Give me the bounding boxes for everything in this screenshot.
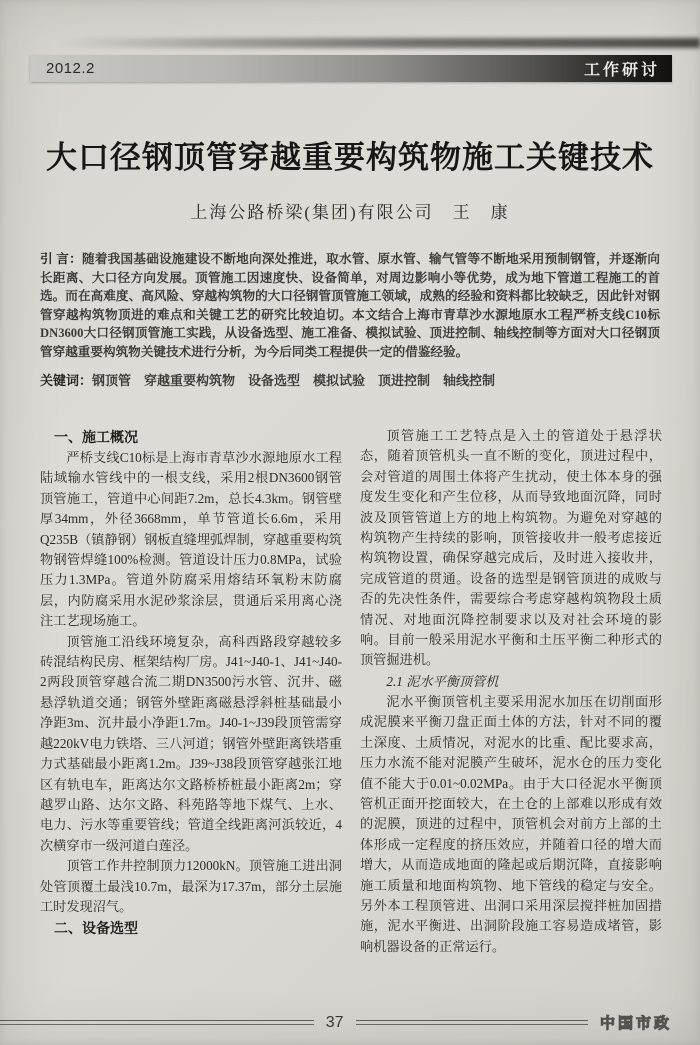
author-line: 上海公路桥梁(集团)有限公司 王 康 [190, 203, 510, 222]
footer-rule-left [0, 1020, 314, 1025]
page-title: 大口径钢顶管穿越重要构筑物施工关键技术 [46, 140, 654, 175]
scan-artifact-strip [60, 38, 700, 48]
abstract-text: 随着我国基础设施建设不断地向深处推进，取水管、原水管、输气管等不断地采用预制钢管，并逐渐向长距离、大口径方向发展。顶管施工因速度快、设备简单，对周边影响小等优势，成为地下管道工程施工的首选。而在高难度、高风险、穿越构筑物的大口径钢管顶管施工领域，成熟的经验和资料都比较缺乏，因此针对钢管穿越构筑物顶进的难点和关键工艺的研究比较迫切。本文结合上海市青草沙水源地原水工程严桥支线C10标DN3600大口径钢顶管施工实践，从设备选型、施工准备、模拟试验、顶进控制、轴线控制等方面对大口径钢顶管穿越重要构筑物关键技术进行分析，为今后同类工程提供一定的借鉴经验。 [40, 252, 661, 359]
abstract-label: 引 言： [40, 252, 82, 266]
page-footer [0, 1012, 672, 1033]
journal-brand: 中国市政 [599, 1015, 672, 1032]
keywords-block [40, 370, 660, 389]
section-heading-construction-overview: 一、施工概况 [54, 429, 138, 445]
left-paragraph-2: 顶管施工沿线环境复杂，高科西路段穿越较多砖混结构民房、框架结构厂房。J41~J40-1、J41~J40-2两段顶管穿越合流二期DN3500污水管、沉井、磁悬浮轨道交通；钢管外壁距离磁悬浮斜桩基础最小净距3m、沉井最小净距1.7m。J40-1~J39段顶管需穿越220kV电力铁塔、三八河道；钢管外壁距离铁塔重力式基础最小距离1.2m。J39~J38段顶管穿越张江地区有轨电车，距离达尔文路桥桥桩最小距离2m；穿越罗山路、达尔文路、科苑路等地下煤气、上水、电力、污水等重要管线；管道全线距离河浜较近，4次横穿市一级河道白莲泾。 [40, 633, 342, 853]
column-name-label: 工作研讨 [583, 62, 660, 79]
section-heading-equipment-selection: 二、设备选型 [54, 920, 138, 937]
left-paragraph-1: 严桥支线C10标是上海市青草沙水源地原水工程陆域输水管线中的一根支线，采用2根DN3600钢管顶管施工，管道中心间距7.2m，总长4.3km。钢管壁厚34mm，外径3668mm，单节管道长6.6m，采用Q235B（镇静钢）钢板直缝埋弧焊制，穿越重要构筑物钢管焊缝100%检测。管道设计压力0.8MPa，试验压力1.3MPa。管道外防腐采用熔结环氧粉末防腐层，内防腐采用水泥砂浆涂层，贯通后采用离心浇注工艺现场施工。 [40, 450, 342, 629]
journal-header-bar [30, 55, 672, 82]
issue-label: 2012.2 [46, 60, 95, 77]
right-paragraph-1: 顶管施工工艺特点是入土的管道处于悬浮状态，随着顶管机头一直不断的变化，顶进过程中，会对管道的周围土体将产生扰动，使土体本身的强度发生变化和产生位移，从而导致地面沉降，同时波及顶管管道上方的地上构筑物。为避免对穿越的构筑物产生持续的影响，顶管接收井一般考虑接近构筑物设置，确保穿越完成后，及时进入接收井，完成管道的贯通。设备的选型是钢管顶进的成败与否的先决性条件，需要综合考虑穿越构筑物段土质情况、对地面沉降控制要求以及对社会环境的影响。目前一般采用泥水平衡和土压平衡二种形式的顶管掘进机。 [360, 428, 662, 668]
footer-rule-right [356, 1020, 588, 1025]
article-body [40, 426, 662, 957]
page-number: 37 [325, 1013, 344, 1031]
left-column [40, 426, 342, 957]
keywords-label: 关键词： [40, 373, 93, 388]
right-column [360, 426, 662, 957]
keywords-text: 钢顶管 穿越重要构筑物 设备选型 模拟试验 顶进控制 轴线控制 [92, 373, 496, 388]
sub-heading-slurry-balance-machine: 2.1 泥水平衡顶管机 [386, 673, 499, 689]
left-paragraph-3: 顶管工作井控制顶力12000kN。顶管施工进出洞处管顶覆土最浅10.7m，最深为17.37m，部分土层施工时发现沼气。 [40, 858, 342, 914]
abstract-block [40, 250, 660, 362]
right-paragraph-2: 泥水平衡顶管机主要采用泥水加压在切削面形成泥膜来平衡刀盘正面土体的方法，针对不同的覆土深度、土质情况，对泥水的比重、配比要求高，压力水流不能对泥膜产生破坏，泥水仓的压力变化值不能大于0.01~0.02MPa。由于大口径泥水平衡顶管机正面开挖面较大，在土仓的上部难以形成有效的泥膜，顶进的过程中，顶管机会对前方上部的土体形成一定程度的挤压效应，并随着口径的增大而增大，从而造成地面的隆起或后期沉降，直接影响施工质量和地面构筑物、地下管线的稳定与安全。另外本工程顶管进、出洞口采用深层搅拌桩加固措施，泥水平衡进、出洞阶段施工容易造成堵管，影响机器设备的正常运行。 [360, 693, 662, 954]
